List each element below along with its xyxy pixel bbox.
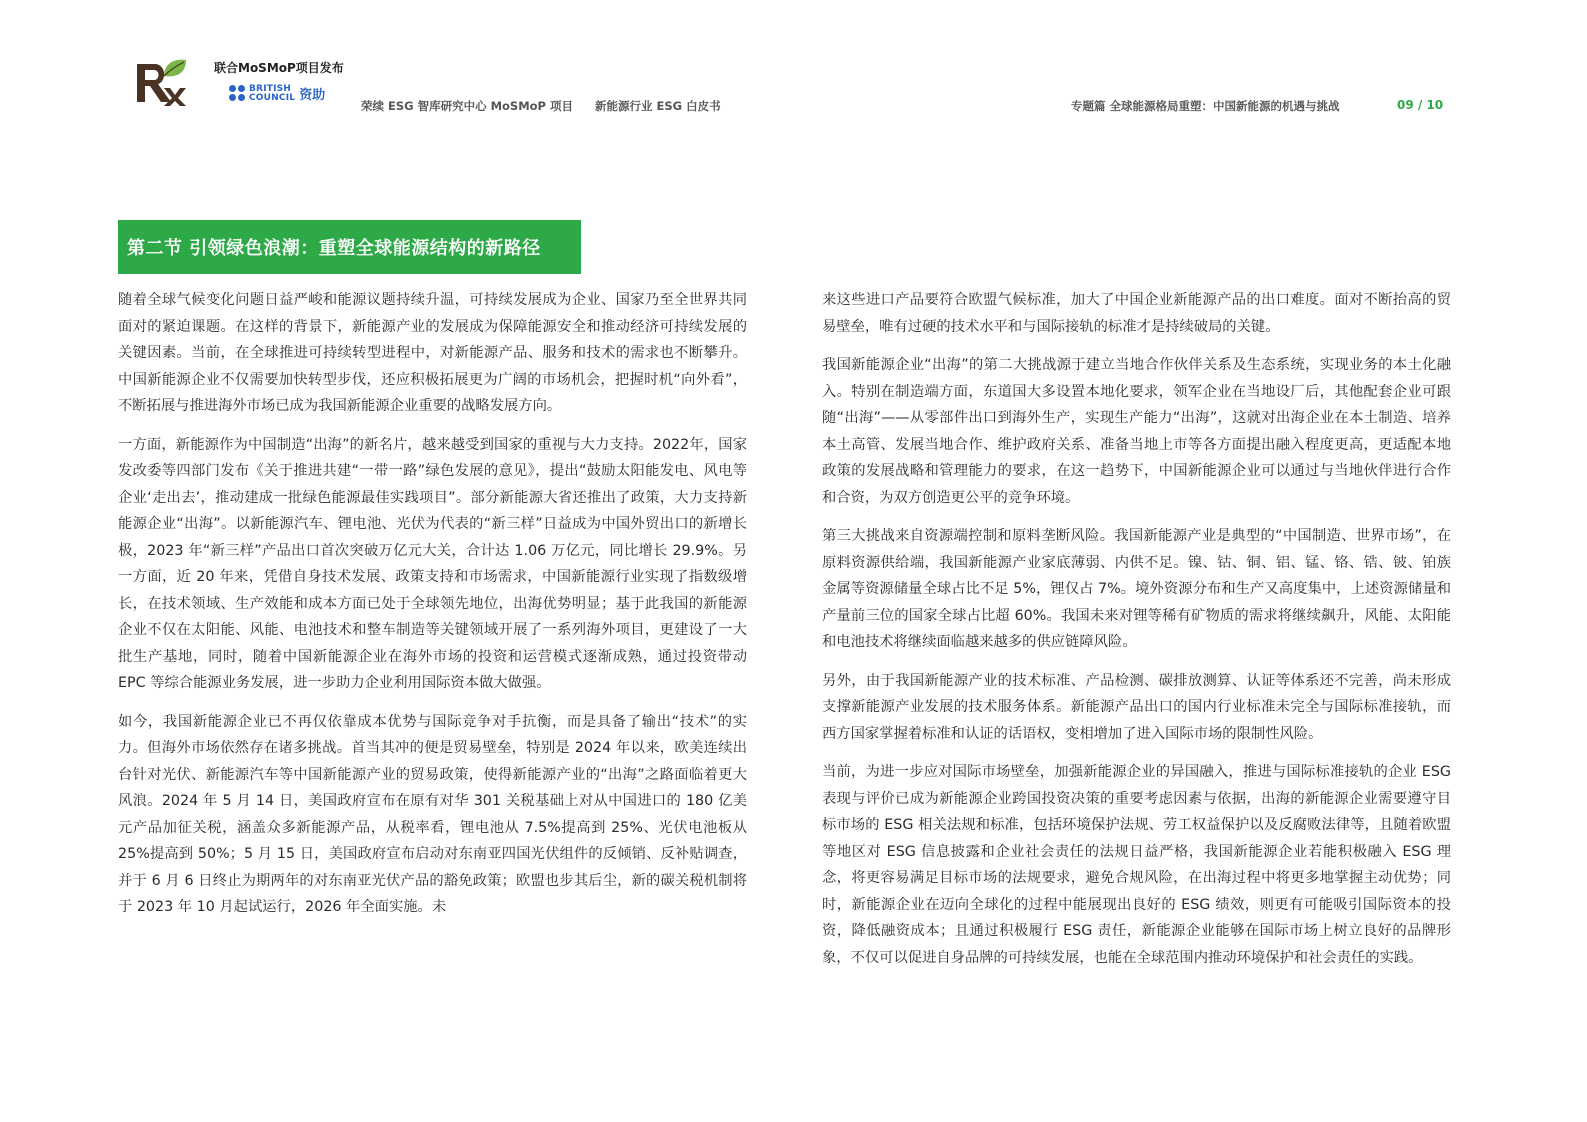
paragraph: 随着全球气候变化问题日益严峻和能源议题持续升温，可持续发展成为企业、国家乃至全世界共同面对的紧迫课题。在这样的背景下，新能源产业的发展成为保障能源安全和推动经济可持续发展的关键因素。当前，在全球推进可持续转型进程中，对新能源产品、服务和技术的需求也不断攀升。中国新能源企业不仅需要加快转型步伐，还应积极拓展更为广阔的市场机会，把握时机“向外看”，不断拓展与推进海外市场已成为我国新能源企业重要的战略发展方向。 — [118, 292, 747, 414]
right-column — [822, 287, 1451, 983]
paragraph: 来这些进口产品要符合欧盟气候标准，加大了中国企业新能源产品的出口难度。面对不断抬高的贸易壁垒，唯有过硬的技术水平和与国际接轨的标准才是持续破局的关键。 — [822, 292, 1451, 335]
british-council-wordmark: BRITISH COUNCIL — [249, 83, 296, 103]
british-council-dots-icon — [229, 85, 246, 102]
paragraph: 另外，由于我国新能源产业的技术标准、产品检测、碳排放测算、认证等体系还不完善，尚未形成支撑新能源产业发展的技术服务体系。新能源产品出口的国内行业标准未完全与国际标准接轨，而西方国家掌握着标准和认证的话语权，变相增加了进入国际市场的限制性风险。 — [822, 672, 1451, 742]
whitepaper-label: 新能源行业 ESG 白皮书 — [595, 99, 721, 113]
section-title: 第二节 引领绿色浪潮：重塑全球能源结构的新路径 — [127, 238, 541, 259]
rx-logo-icon — [134, 58, 190, 106]
paragraph: 如今，我国新能源企业已不再仅依靠成本优势与国际竞争对手抗衡，而是具备了输出“技术”的实力。但海外市场依然存在诸多挑战。首当其冲的便是贸易壁垒，特别是 2024 年以来，欧美连续出台针对光伏、新能源汽车等中国新能源产业的贸易政策，使得新能源产业的“出海”之路面临着更大风浪。2024 年 5 月 14 日，美国政府宣布在原有对华 301 关税基础上对从中国进口的 180 亿美元产品加征关税，涵盖众多新能源产品，从税率看，锂电池从 7.5%提高到 25%、光伏电池板从 25%提高到 50%；5 月 15 日，美国政府宣布启动对东南亚四国光伏组件的反倾销、反补贴调查，并于 6 月 6 日终止为期两年的对东南亚光伏产品的豁免政策；欧盟也步其后尘，新的碳关税机制将于 2023 年 10 月起试运行，2026 年全面实施。未 — [118, 713, 747, 915]
sponsor-label: 资助 — [299, 88, 326, 103]
paragraph: 第三大挑战来自资源端控制和原料垄断风险。我国新能源产业是典型的“中国制造、世界市场”，在原料资源供给端，我国新能源产业家底薄弱、内供不足。镍、钴、铜、铝、锰、铬、锆、铍、铂族金属等资源储量全球占比不足 5%，锂仅占 7%。境外资源分布和生产又高度集中，上述资源储量和产量前三位的国家全球占比超 60%。我国未来对锂等稀有矿物质的需求将继续飙升，风能、太阳能和电池技术将继续面临越来越多的供应链障风险。 — [822, 528, 1451, 650]
chapter-title: 专题篇 全球能源格局重塑：中国新能源的机遇与挑战 — [1071, 99, 1340, 113]
section-title-banner — [118, 220, 581, 274]
paragraph: 我国新能源企业“出海”的第二大挑战源于建立当地合作伙伴关系及生态系统，实现业务的本土化融入。特别在制造端方面，东道国大多设置本地化要求，领军企业在当地设厂后，其他配套企业可跟随“出海”——从零部件出口到海外生产，实现生产能力“出海”，这就对出海企业在本土制造、培养本土高管、发展当地合作、维护政府关系、准备当地上市等各方面提出融入程度更高，更适配本地政策的发展战略和管理能力的要求，在这一趋势下，中国新能源企业可以通过与当地伙伴进行合作和合资，为双方创造更公平的竞争环境。 — [822, 357, 1451, 506]
research-center-label: 荣续 ESG 智库研究中心 MoSMoP 项目 — [361, 99, 573, 113]
page-number: 09 / 10 — [1397, 98, 1444, 112]
left-column — [118, 287, 747, 933]
paragraph: 一方面，新能源作为中国制造“出海”的新名片，越来越受到国家的重视与大力支持。2022年，国家发改委等四部门发布《关于推进共建“一带一路”绿色发展的意见》，提出“鼓励太阳能发电、风电等企业‘走出去’，推动建成一批绿色能源最佳实践项目”。部分新能源大省还推出了政策，大力支持新能源企业“出海”。以新能源汽车、锂电池、光伏为代表的“新三样”日益成为中国外贸出口的新增长极，2023 年“新三样”产品出口首次突破万亿元大关，合计达 1.06 万亿元，同比增长 29.9%。另一方面，近 20 年来，凭借自身技术发展、政策支持和市场需求，中国新能源行业实现了指数级增长，在技术领域、生产效能和成本方面已处于全球领先地位，出海优势明显；基于此我国的新能源企业不仅在太阳能、风能、电池技术和整车制造等关键领域开展了一系列海外项目，更建设了一大批生产基地，同时，随着中国新能源企业在海外市场的投资和运营模式逐渐成熟，通过投资带动 EPC 等综合能源业务发展，进一步助力企业利用国际资本做大做强。 — [118, 436, 747, 691]
header-left-titles — [361, 98, 721, 114]
british-council-logo — [229, 84, 325, 103]
paragraph: 当前，为进一步应对国际市场壁垒，加强新能源企业的异国融入，推进与国际标准接轨的企业 ESG 表现与评价已成为新能源企业跨国投资决策的重要考虑因素与依据，出海的新能源企业需要遵守目标市场的 ESG 相关法规和标准，包括环境保护法规、劳工权益保护以及反腐败法律等，且随着欧盟等地区对 ESG 信息披露和企业社会责任的法规日益严格，我国新能源企业若能积极融入 ESG 理念，将更容易满足目标市场的法规要求，避免合规风险，在出海过程中将更多地掌握主动优势；同时，新能源企业在迈向全球化的过程中能展现出良好的 ESG 绩效，则更有可能吸引国际资本的投资，降低融资成本；且通过积极履行 ESG 责任，新能源企业能够在国际市场上树立良好的品牌形象，不仅可以促进自身品牌的可持续发展，也能在全球范围内推动环境保护和社会责任的实践。 — [822, 764, 1451, 966]
publisher-label: 联合MoSMoP项目发布 — [214, 61, 344, 75]
